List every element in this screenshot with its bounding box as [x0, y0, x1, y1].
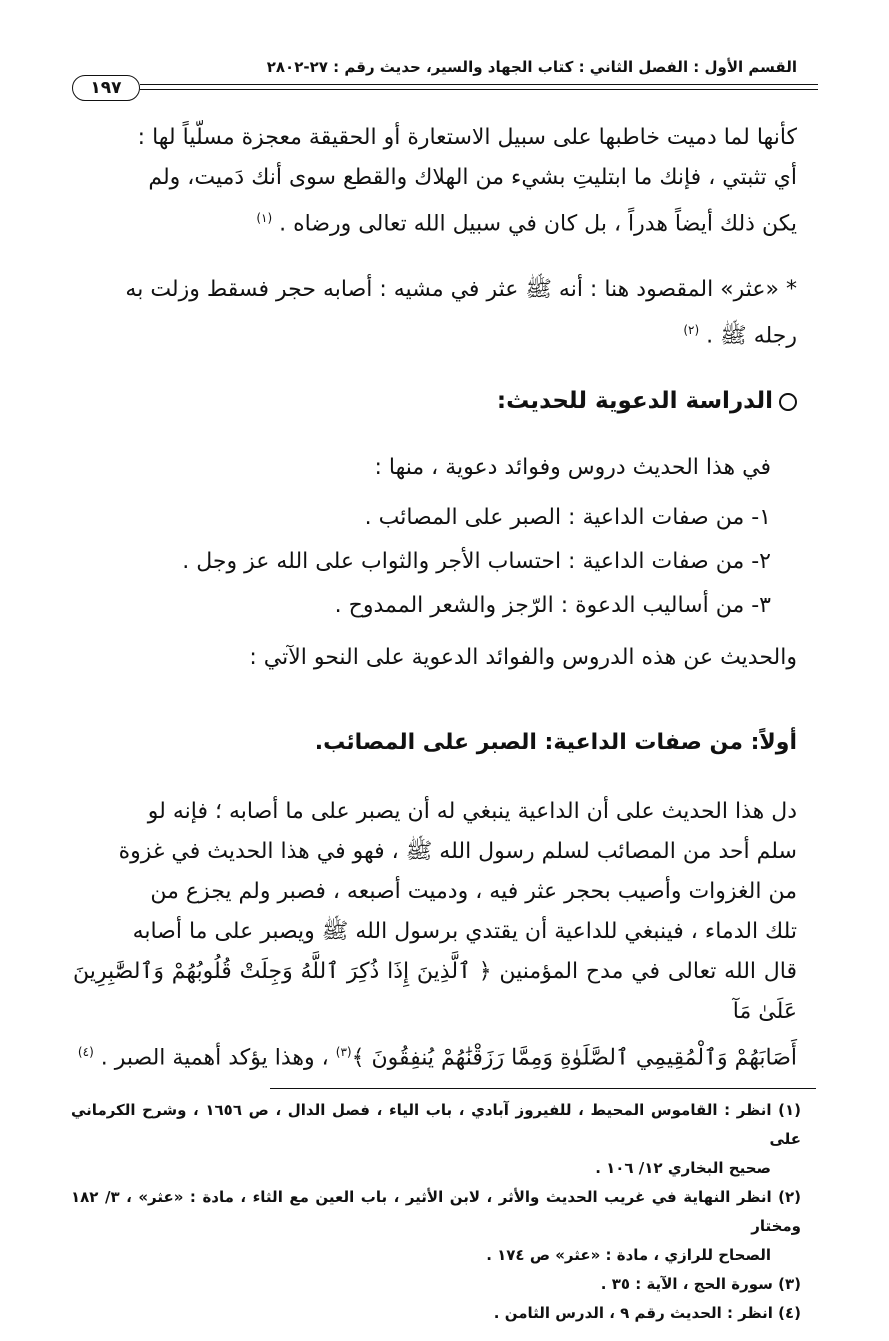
list-item: ٢- من صفات الداعية : احتساب الأجر والثواب على الله عز وجل . [182, 549, 771, 574]
text-line: دل هذا الحديث على أن الداعية ينبغي له أن يصبر على ما أصابه ؛ فإنه لو [147, 799, 797, 824]
footnote-ref: (٣) [335, 1045, 352, 1059]
running-header: القسم الأول : الفصل الثاني : كتاب الجهاد والسير، حديث رقم : ٢٧-٢٨٠٢ [266, 58, 797, 76]
paragraph-3 [73, 792, 797, 1078]
text-line: يكن ذلك أيضاً هدراً ، بل كان في سبيل الله تعالى ورضاه . $^{(١)}$ [256, 211, 797, 237]
text-line: رجله ﷺ . $^{(٢)}$ [683, 323, 797, 349]
lessons-block [73, 448, 797, 678]
paragraph-1 [73, 118, 797, 244]
intro-line: في هذا الحديث دروس وفوائد دعوية ، منها : [374, 455, 771, 480]
paragraph-2 [73, 270, 797, 356]
text-line: أي تثبتي ، فإنك ما ابتليتِ بشيء من الهلاك والقطع سوى أنك دَميت، ولم [148, 165, 797, 190]
outro-line: والحديث عن هذه الدروس والفوائد الدعوية على النحو الآتي : [249, 645, 797, 670]
footnote: (١) انظر : القاموس المحيط ، للفيروز آبادي ، باب الياء ، فصل الدال ، ص ١٦٥٦ ، وشرح الكرماني على [71, 1101, 802, 1148]
footnote: (٤) انظر : الحديث رقم ٩ ، الدرس الثامن . [493, 1304, 801, 1322]
subsection-heading: أولاً: من صفات الداعية: الصبر على المصائب. [314, 730, 797, 755]
list-item: ١- من صفات الداعية : الصبر على المصائب . [364, 505, 771, 530]
footnote: (٢) انظر النهاية في غريب الحديث والأثر ، لابن الأثير ، باب العين مع الثاء ، مادة : «عثر» ، ٣/ ١٨٢ ومختار [71, 1188, 801, 1235]
text-line: * «عثر» المقصود هنا : أنه ﷺ عثر في مشيه : أصابه حجر فسقط وزلت به [125, 277, 797, 302]
footnote-ref: (١) [256, 211, 273, 225]
text-line: سلم أحد من المصائب لسلم رسول الله ﷺ ، فهو في هذا الحديث في غزوة [118, 839, 797, 864]
page-number: ١٩٧ [72, 75, 140, 101]
text-line: كأنها لما دميت خاطبها على سبيل الاستعارة أو الحقيقة معجزة مسلّياً لها : [137, 125, 797, 150]
text-line: قال الله تعالى في مدح المؤمنين ﴿ ٱلَّذِينَ إِذَا ذُكِرَ ٱللَّهُ وَجِلَتْ قُلُوبُهُمْ وَٱلصَّٰبِرِينَ عَلَىٰ مَآ [73, 959, 797, 1024]
footnote: الصحاح للرازي ، مادة : «عثر» ص ١٧٤ . [486, 1246, 771, 1264]
footnote: صحيح البخاري ١٢/ ١٠٦ . [595, 1159, 771, 1177]
footnote-ref: (٤) [77, 1045, 94, 1059]
header-rule-thin [140, 89, 818, 90]
text-line: تلك الدماء ، فينبغي للداعية أن يقتدي برسول الله ﷺ ويصبر على ما أصابه [132, 919, 797, 944]
text-line: أَصَابَهُمْ وَٱلْمُقِيمِي ٱلصَّلَوٰةِ وَمِمَّا رَزَقْنَٰهُمْ يُنفِقُونَ ﴾$^{(٣)}$ ، وهذا يؤكد أهمية الصبر . $^{(٤)}$ [77, 1045, 797, 1071]
footnote-ref: (٢) [683, 323, 700, 337]
quran-verse: أَصَابَهُمْ وَٱلْمُقِيمِي ٱلصَّلَوٰةِ وَمِمَّا رَزَقْنَٰهُمْ يُنفِقُونَ ﴾ [351, 1045, 797, 1071]
footnote: (٣) سورة الحج ، الآية : ٣٥ . [600, 1275, 801, 1293]
footnotes [71, 1096, 801, 1328]
header-rule [140, 84, 818, 85]
text-line: من الغزوات وأصيب بحجر عثر فيه ، ودميت أصبعه ، فصبر ولم يجزع من [150, 879, 797, 904]
circle-bullet-icon [779, 393, 797, 411]
section-heading: الدراسة الدعوية للحديث: [73, 388, 797, 414]
footnote-separator [270, 1088, 816, 1089]
list-item: ٣- من أساليب الدعوة : الرّجز والشعر الممدوح . [334, 593, 771, 618]
